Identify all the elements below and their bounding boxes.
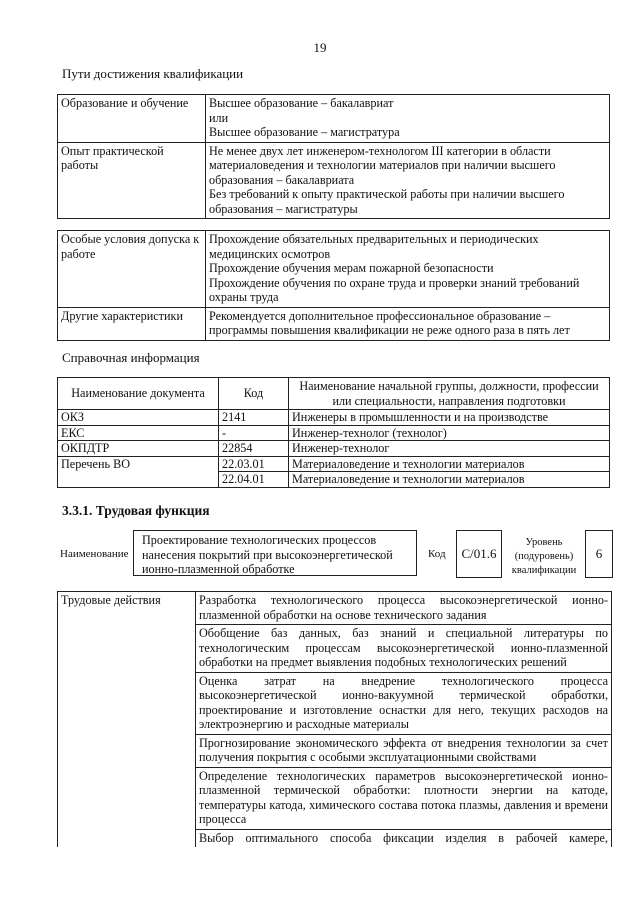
page-number: 19 (313, 40, 327, 55)
code-box (456, 530, 502, 578)
table-row (58, 592, 612, 625)
row-label: Опыт практической работы (58, 142, 206, 219)
paths-heading: Пути достижения квалификации (62, 66, 244, 81)
level-value: 6 (595, 545, 603, 561)
row-label: Особые условия допуска к работе (58, 231, 206, 308)
name-label: Наименование (60, 548, 129, 560)
header-row (58, 378, 610, 410)
function-name-box (133, 530, 417, 576)
table-cell: Инженер-технолог (289, 441, 610, 457)
level-label: Уровень (подуровень) квалификации (511, 537, 577, 576)
table-cell: 22.03.01 (219, 456, 289, 472)
value-line: Прохождение обучения по охране труда и проверки знаний требований охраны труда (209, 275, 580, 304)
row-value (206, 307, 610, 340)
row-label: Другие характеристики (58, 307, 206, 340)
table-row (58, 410, 610, 426)
table-row (58, 456, 610, 472)
labor-action-item: Прогнозирование экономического эффекта от внедрения технологии за счет получения покрытия с особыми эксплуатационными свойствами (196, 734, 612, 767)
table-cell: 22854 (219, 441, 289, 457)
function-name: Проектирование технологических процессов нанесения покрытий при высокоэнергетической ионно-плазменной обработке (142, 533, 393, 576)
table-cell: - (219, 425, 289, 441)
qualification-table (57, 94, 610, 219)
table-cell: ОКЗ (58, 410, 219, 426)
column-header: Наименование документа (58, 378, 219, 410)
table-cell: ОКПДТР (58, 441, 219, 457)
table-row (58, 425, 610, 441)
table-cell: 22.04.01 (219, 472, 289, 488)
reference-heading: Справочная информация (62, 350, 200, 365)
labor-actions-table (57, 591, 612, 847)
table-cell: Инженер-технолог (технолог) (289, 425, 610, 441)
conditions-table (57, 230, 610, 341)
labor-action-item: Обобщение баз данных, баз знаний и специальной литературы по технологическим процессам высокоэнергетической ионно-плазменной обработки на предмет выявления подобных технологических решений (196, 625, 612, 673)
table-row (58, 142, 610, 219)
labor-action-item: Определение технологических параметров высокоэнергетической ионно-плазменной термической обработки: плотности энергии на катоде, температуры катода, химического состава потока плазмы, давления и времени процесса (196, 767, 612, 829)
column-header: Код (219, 378, 289, 410)
labor-action-item: Разработка технологического процесса высокоэнергетической ионно-плазменной обработки на основе технического задания (196, 592, 612, 625)
value-line: Высшее образование – магистратура (209, 125, 400, 139)
value-line: Рекомендуется дополнительное профессиональное образование – программы повышения квалификации не реже одного раза в пять лет (209, 308, 570, 337)
column-header: Наименование начальной группы, должности, профессии или специальности, направления подготовки (289, 378, 610, 410)
table-cell: Материаловедение и технологии материалов (289, 472, 610, 488)
value-line: Без требований к опыту практической работы при наличии высшего образования – магистратуры (209, 187, 565, 216)
row-label: Трудовые действия (58, 592, 196, 848)
row-value (206, 231, 610, 308)
code-label: Код (428, 548, 446, 560)
function-code: С/01.6 (461, 545, 497, 561)
labor-action-item: Оценка затрат на внедрение технологического процесса высокоэнергетической ионно-вакуумной термической обработки, проектирование и изготовление оснастки для него, текущих расходов на электроэнергию и расходные материалы (196, 672, 612, 734)
table-row (58, 441, 610, 457)
labor-action-item: Выбор оптимального способа фиксации изделия в рабочей камере, (196, 829, 612, 847)
value-line: Высшее образование – бакалавриат (209, 96, 394, 110)
level-box (585, 530, 613, 578)
row-value (206, 95, 610, 143)
reference-table (57, 377, 610, 488)
value-line: Прохождение обучения мерам пожарной безопасности (209, 261, 494, 275)
table-row (58, 231, 610, 308)
table-row (58, 95, 610, 143)
table-cell: 2141 (219, 410, 289, 426)
table-cell: Инженеры в промышленности и на производстве (289, 410, 610, 426)
value-line: Не менее двух лет инженером-технологом III категории в области материаловедения и технологии материалов при наличии высшего образования – бакалавриата (209, 143, 556, 187)
function-heading: 3.3.1. Трудовая функция (62, 503, 210, 518)
table-cell: Материаловедение и технологии материалов (289, 456, 610, 472)
row-value (206, 142, 610, 219)
value-line: или (209, 110, 229, 125)
value-line: Прохождение обязательных предварительных и периодических медицинских осмотров (209, 232, 539, 261)
table-cell: Перечень ВО (58, 456, 219, 487)
table-cell: ЕКС (58, 425, 219, 441)
row-label: Образование и обучение (58, 95, 206, 143)
table-row (58, 307, 610, 340)
